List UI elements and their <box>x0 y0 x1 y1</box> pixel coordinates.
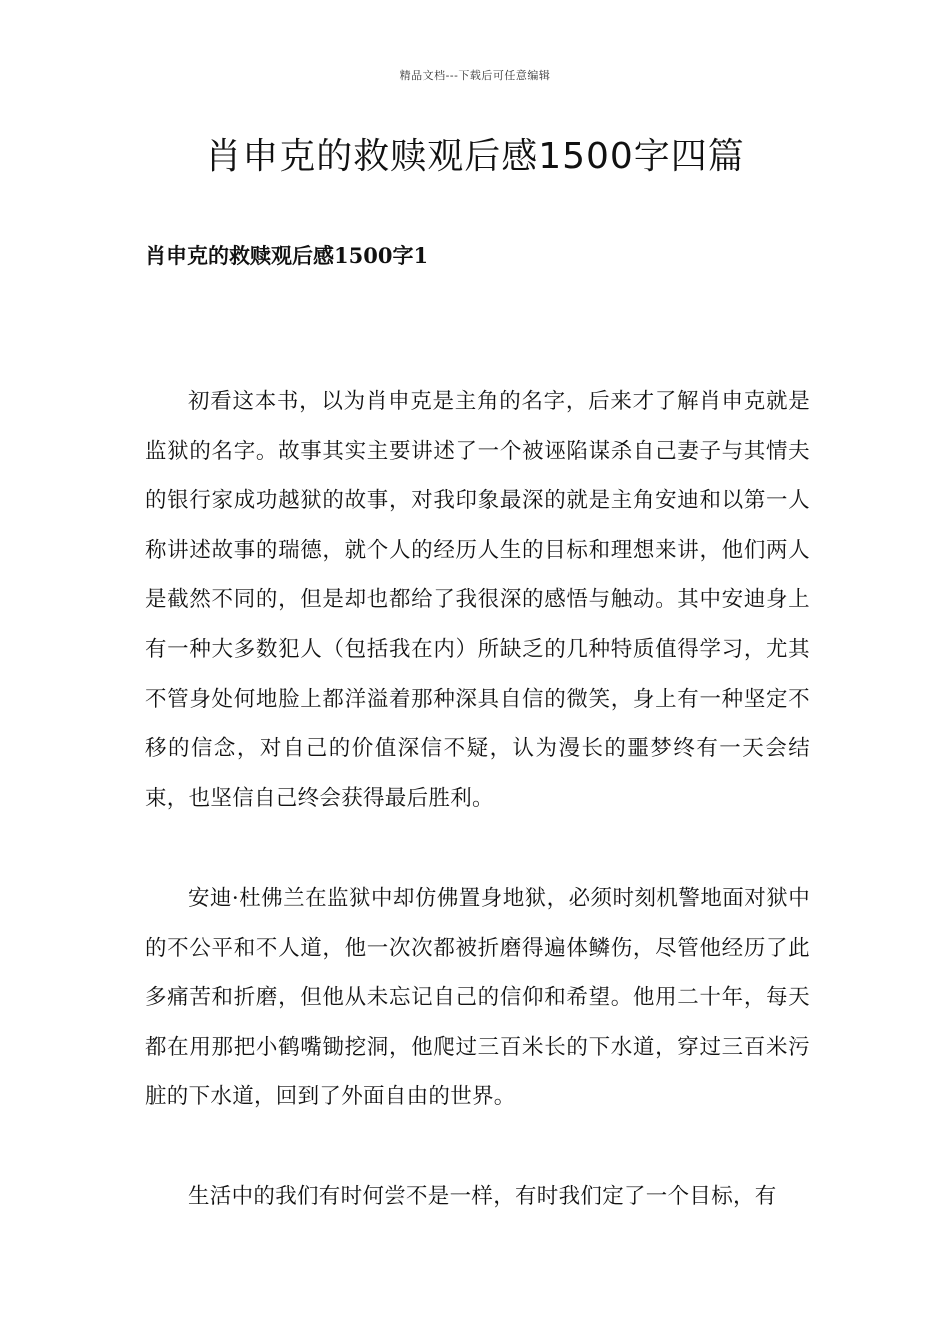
document-title: 肖申克的救赎观后感1500字四篇 <box>205 136 745 177</box>
header-note: 精品文档---下载后可任意编辑 <box>399 69 551 82</box>
paragraph: 初看这本书，以为肖申克是主角的名字，后来才了解肖申克就是监狱的名字。故事其实主要讲述了一个被诬陷谋杀自己妻子与其情夫的银行家成功越狱的故事，对我印象最深的就是主角安迪和以第一人称讲述故事的瑞德，就个人的经历人生的目标和理想来讲，他们两人是截然不同的，但是却也都给了我很深的感悟与触动。其中安迪身上有一种大多数犯人（包括我在内）所缺乏的几种特质值得学习，尤其不管身处何地脸上都洋溢着那种深具自信的微笑，身上有一种坚定不移的信念，对自己的价值深信不疑，认为漫长的噩梦终有一天会结束，也坚信自己终会获得最后胜利。 <box>145 389 810 811</box>
paragraph: 安迪·杜佛兰在监狱中却仿佛置身地狱，必须时刻机警地面对狱中的不公平和不人道，他一次次都被折磨得遍体鳞伤，尽管他经历了此多痛苦和折磨，但他从未忘记自己的信仰和希望。他用二十年，每天都在用那把小鹤嘴锄挖洞，他爬过三百米长的下水道，穿过三百米污脏的下水道，回到了外面自由的世界。 <box>145 886 810 1110</box>
section-heading: 肖申克的救赎观后感1500字1 <box>145 243 429 268</box>
paragraph: 生活中的我们有时何尝不是一样，有时我们定了一个目标，有 <box>188 1184 777 1209</box>
